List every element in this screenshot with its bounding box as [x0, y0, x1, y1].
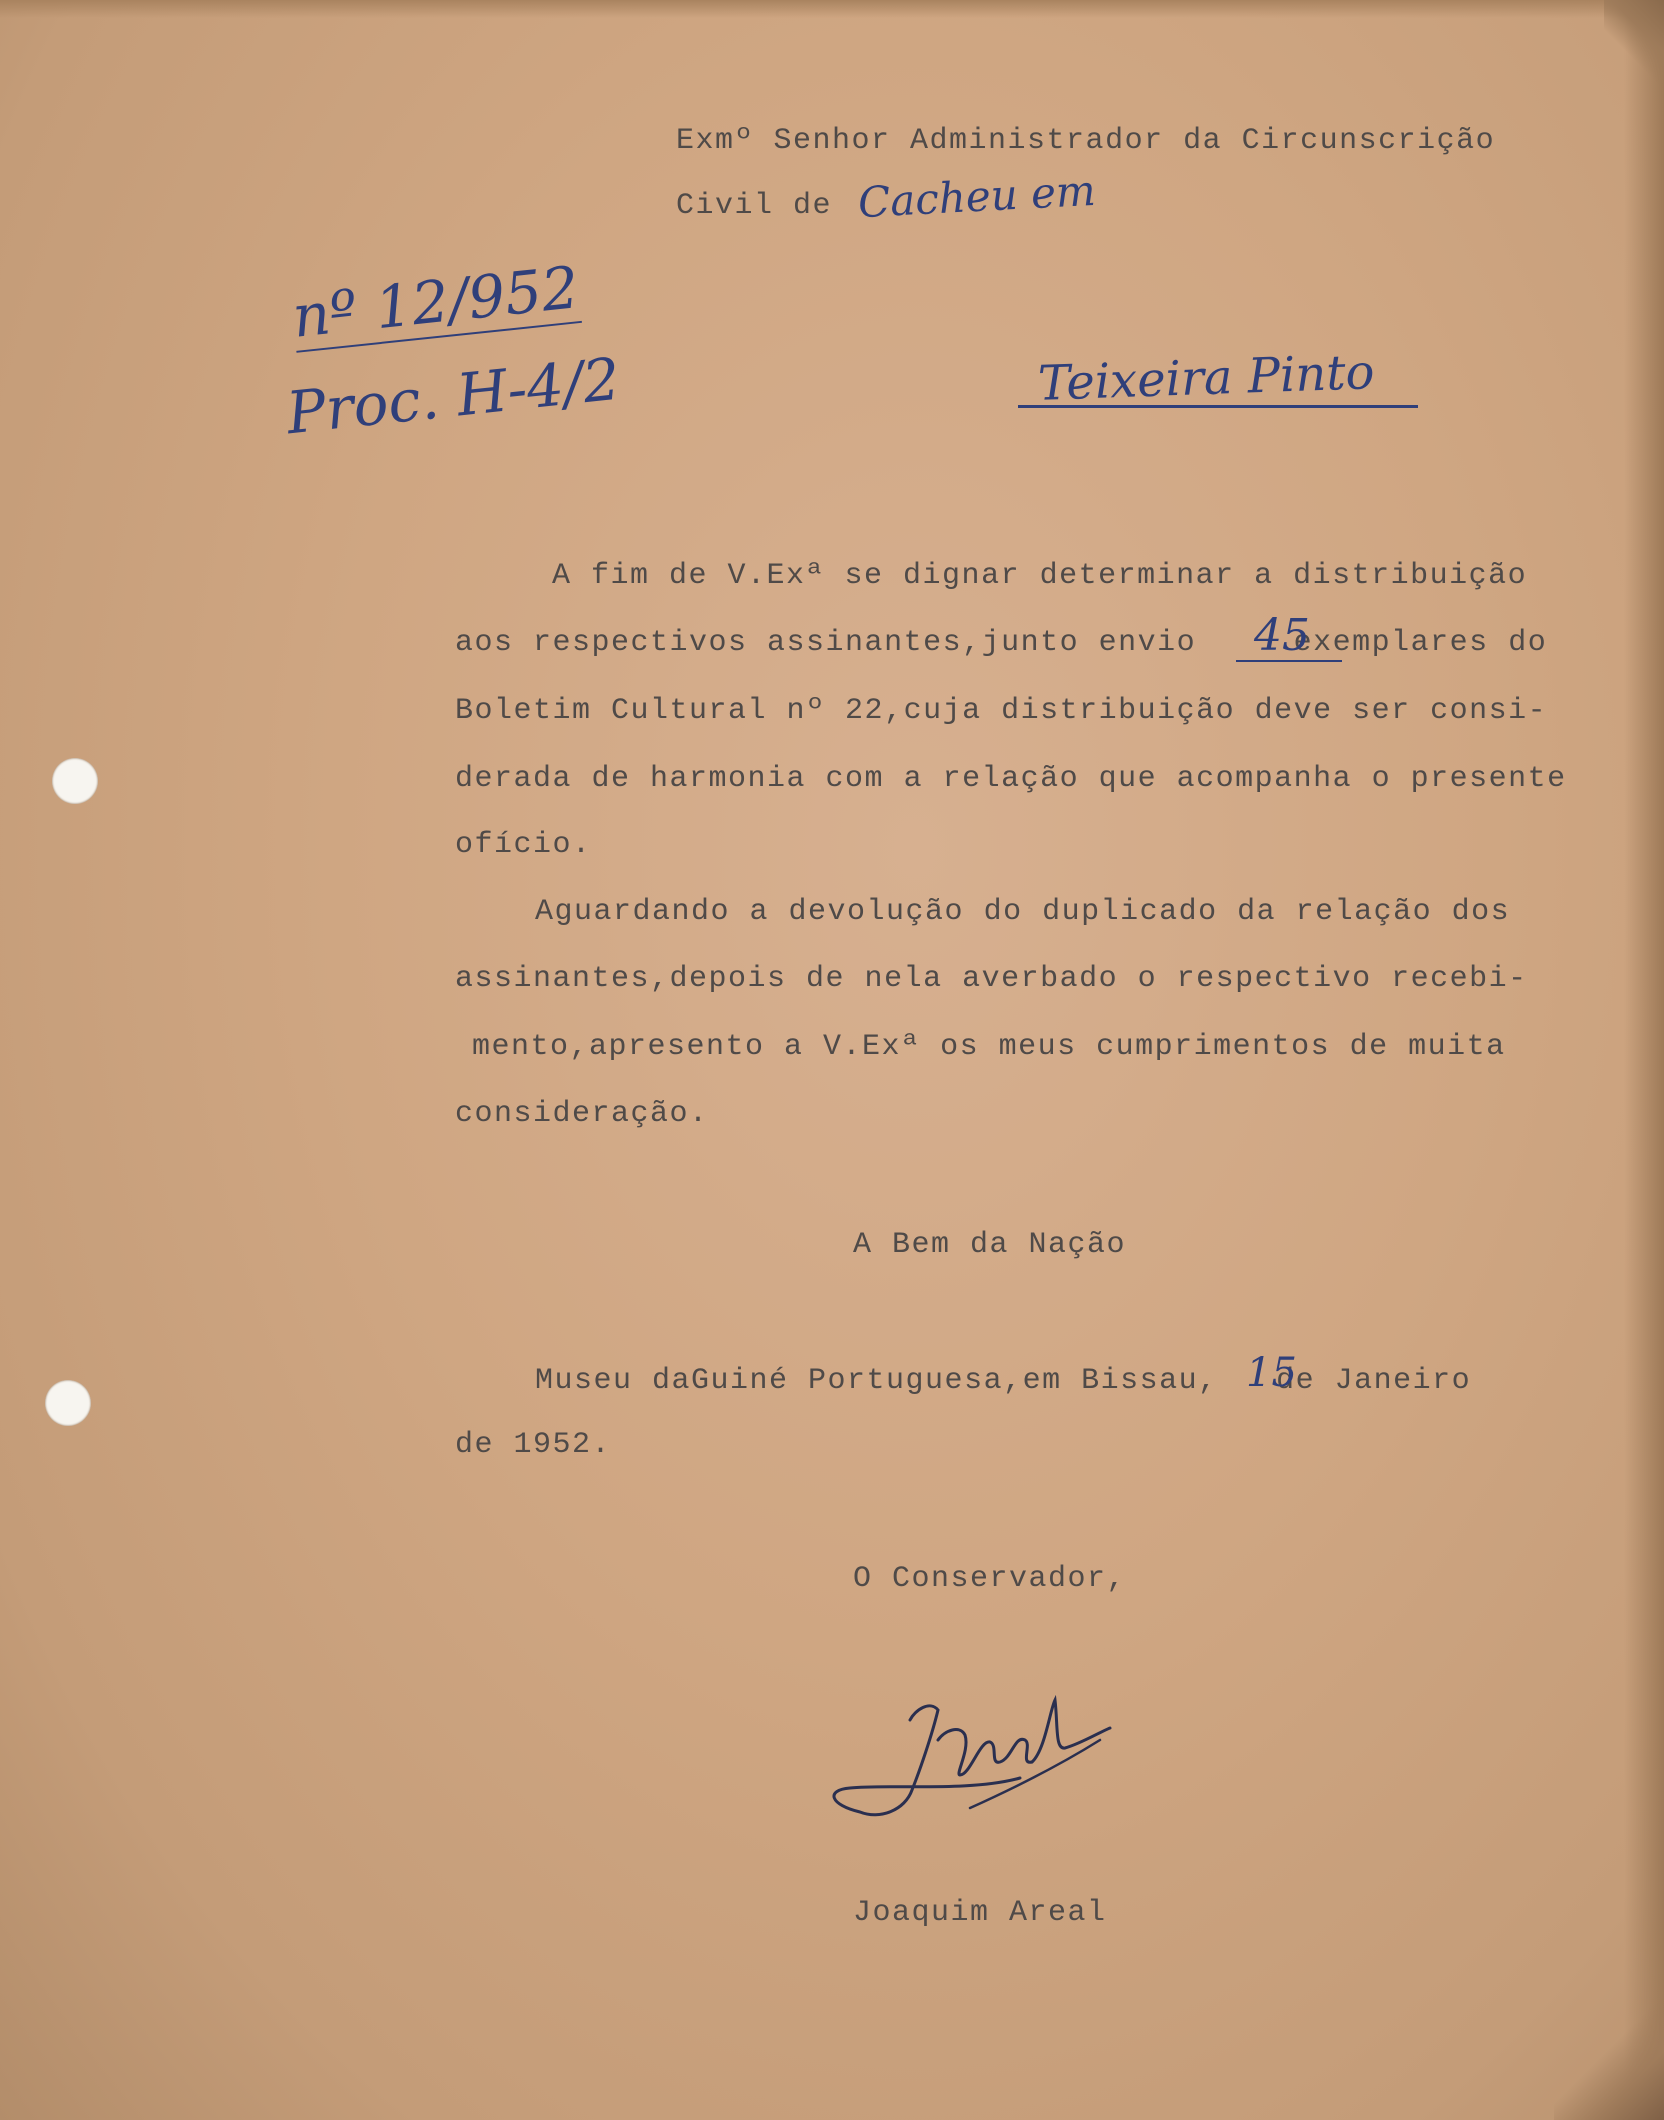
- punch-hole-top: [52, 758, 98, 804]
- folded-corner-bottom: [1554, 2000, 1664, 2120]
- paragraph-1-line-5: ofício.: [455, 828, 592, 862]
- addressee-line-1: Exmº Senhor Administrador da Circunscrição: [676, 124, 1496, 158]
- paragraph-2-line-1: Aguardando a devolução do duplicado da relação dos: [535, 895, 1511, 929]
- registry-process: Proc. H-4/2: [283, 344, 624, 448]
- copies-count-underline: [1236, 660, 1342, 662]
- copies-count: 45: [1254, 610, 1310, 661]
- signatory-role: O Conservador,: [853, 1562, 1127, 1596]
- paper-edge-right: [1624, 0, 1664, 2120]
- place-date-line: Museu daGuiné Portuguesa,em Bissau, de Janeiro: [535, 1364, 1472, 1398]
- paragraph-1-line-2: aos respectivos assinantes,junto envio exemplares do: [455, 626, 1548, 660]
- date-year-line: de 1952.: [455, 1428, 612, 1462]
- paragraph-1-line-4: derada de harmonia com a relação que acompanha o presente: [455, 762, 1567, 796]
- salutation: A Bem da Nação: [853, 1228, 1127, 1262]
- handwritten-district: Cacheu em: [856, 165, 1097, 228]
- registry-number: nº 12/952: [289, 253, 582, 351]
- addressee-civil-label: Civil de: [676, 189, 833, 223]
- signature-drawing: [820, 1680, 1130, 1840]
- annotation-name: Teixeira Pinto: [1037, 344, 1376, 412]
- addressee-line-2: [676, 189, 832, 223]
- date-day: 15: [1246, 1350, 1297, 1396]
- paragraph-2-line-4: consideração.: [455, 1097, 709, 1131]
- annotation-underline: [1018, 405, 1418, 408]
- paragraph-1-line-3: Boletim Cultural nº 22,cuja distribuição deve ser consi-: [455, 694, 1548, 728]
- paper-edge-top: [0, 0, 1664, 18]
- punch-hole-bottom: [45, 1380, 91, 1426]
- paragraph-2-line-3: mento,apresento a V.Exª os meus cumprimentos de muita: [472, 1030, 1506, 1064]
- signatory-name: Joaquim Areal: [853, 1896, 1107, 1930]
- paragraph-2-line-2: assinantes,depois de nela averbado o respectivo recebi-: [455, 962, 1528, 996]
- folded-corner-top: [1604, 0, 1664, 90]
- paragraph-1-line-1: A fim de V.Exª se dignar determinar a distribuição: [552, 559, 1528, 593]
